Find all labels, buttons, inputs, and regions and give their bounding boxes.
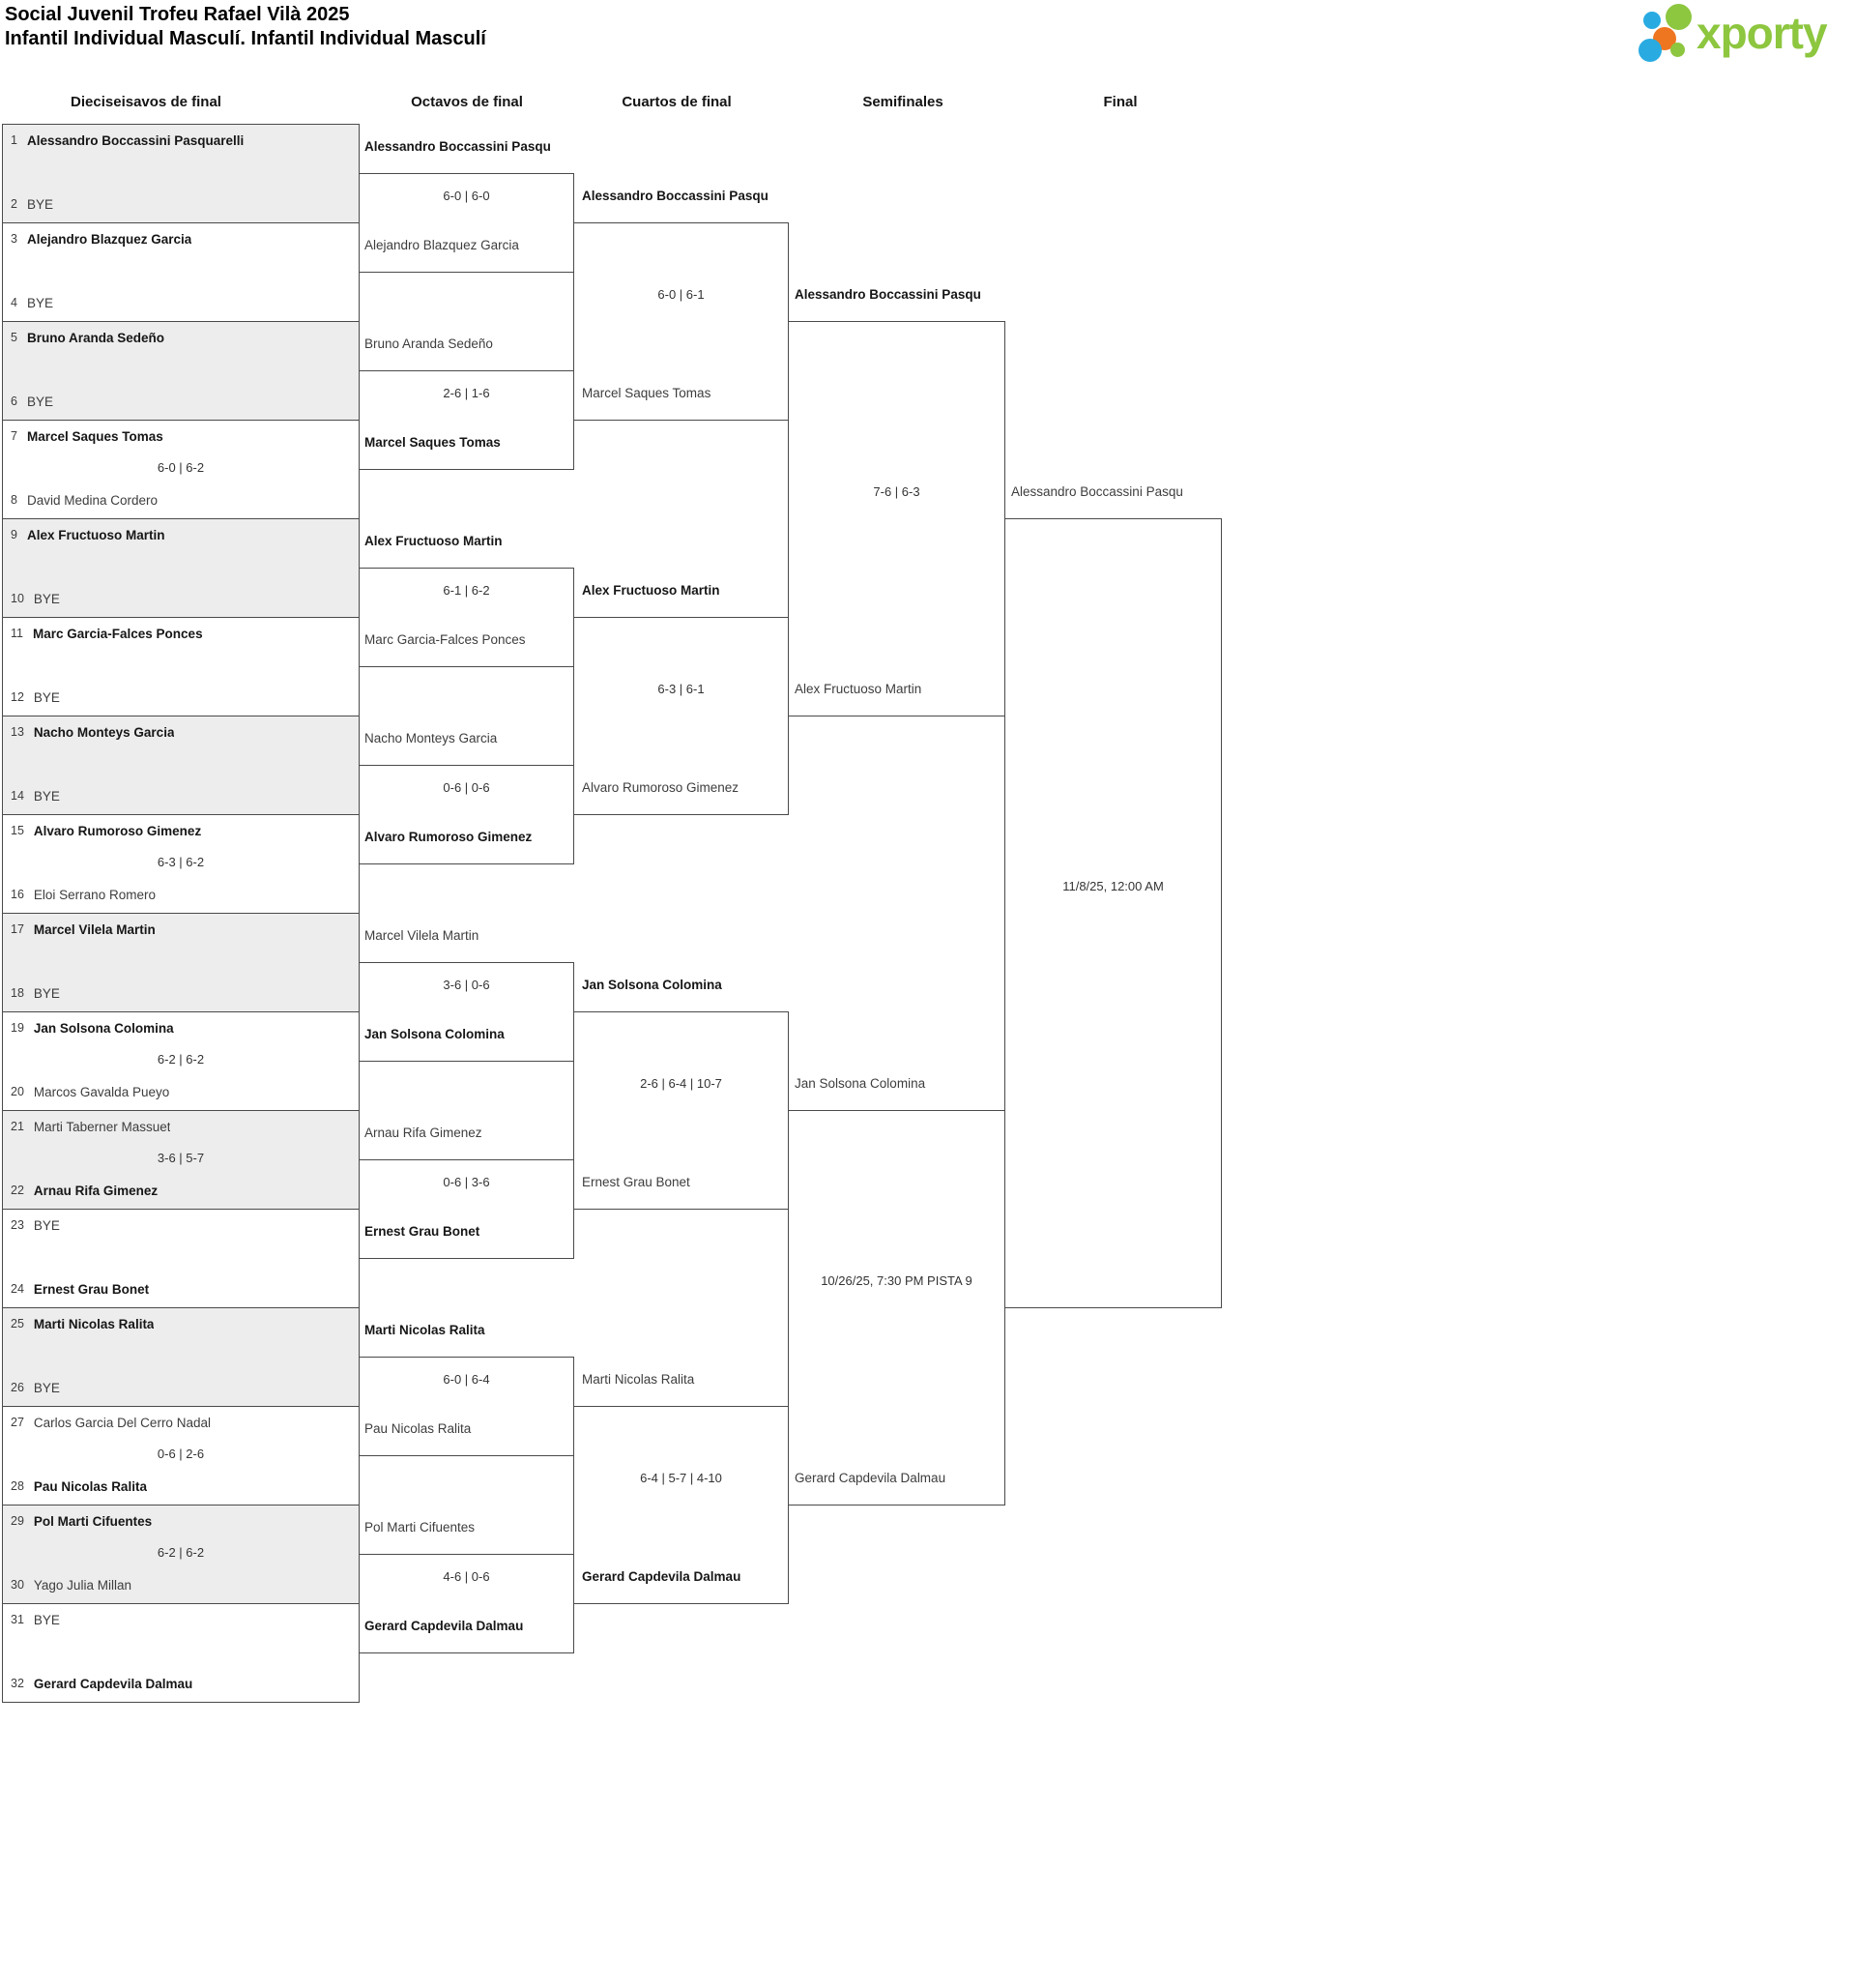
round-header-semifinales: Semifinales	[862, 94, 943, 110]
r32-match-3	[2, 321, 360, 421]
player-name: Bruno Aranda Sedeño	[26, 330, 164, 345]
r32-match-2	[2, 222, 360, 322]
player-number: 25	[11, 1317, 24, 1330]
player-slot	[11, 192, 353, 216]
player-number: 15	[11, 824, 24, 837]
player-name-top: Alex Fructuoso Martin	[582, 583, 720, 598]
player-name: Marti Taberner Massuet	[33, 1119, 171, 1134]
player-name-bottom: Marc Garcia-Falces Ponces	[364, 632, 526, 647]
logo-dot-green-small-icon	[1670, 43, 1685, 57]
player-number: 21	[11, 1120, 24, 1133]
round-header-final: Final	[1103, 94, 1138, 110]
player-slot	[11, 326, 353, 349]
match-score: 0-6 | 2-6	[157, 1447, 205, 1461]
player-name: Marcos Gavalda Pueyo	[33, 1084, 170, 1099]
r32-match-10	[2, 1011, 360, 1111]
player-name: BYE	[33, 1380, 60, 1395]
player-number: 11	[11, 627, 23, 640]
player-name-bottom: Marcel Saques Tomas	[364, 435, 501, 450]
player-number: 9	[11, 528, 17, 541]
tournament-title: Social Juvenil Trofeu Rafael Vilà 2025	[5, 4, 350, 25]
player-name: David Medina Cordero	[26, 492, 159, 508]
logo-dot-blue-large-icon	[1638, 39, 1662, 62]
player-number: 31	[11, 1613, 24, 1626]
player-name: Marc Garcia-Falces Ponces	[32, 626, 203, 641]
r32-match-8	[2, 814, 360, 914]
player-name-top: Alessandro Boccassini Pasqu	[364, 139, 551, 154]
player-number: 1	[11, 133, 17, 147]
round-header-octavos: Octavos de final	[411, 94, 523, 110]
r32-match-13	[2, 1307, 360, 1407]
player-slot	[11, 587, 353, 610]
match-score: 6-2 | 6-2	[157, 1545, 205, 1560]
player-name: BYE	[33, 689, 60, 705]
player-name: Jan Solsona Colomina	[33, 1020, 174, 1036]
player-name: BYE	[33, 591, 60, 606]
player-slot	[11, 1376, 353, 1399]
player-slot	[11, 1277, 353, 1301]
logo-text: xporty	[1696, 8, 1827, 58]
player-name: Marcel Saques Tomas	[26, 428, 163, 444]
player-number: 17	[11, 922, 24, 936]
player-number: 27	[11, 1416, 24, 1429]
player-number: 14	[11, 789, 24, 803]
player-number: 10	[11, 592, 24, 605]
player-slot	[11, 488, 353, 512]
player-slot	[11, 686, 353, 709]
player-name-bottom: Alvaro Rumoroso Gimenez	[364, 830, 533, 844]
player-name-top: Alessandro Boccassini Pasqu	[582, 189, 768, 203]
player-slot	[11, 227, 353, 250]
player-number: 19	[11, 1021, 24, 1035]
player-name-bottom: Alvaro Rumoroso Gimenez	[582, 780, 740, 795]
r32-match-9	[2, 913, 360, 1012]
match-score: 2-6 | 1-6	[443, 386, 490, 400]
match-score: 2-6 | 6-4 | 10-7	[640, 1076, 722, 1091]
player-slot	[11, 1411, 353, 1434]
player-name-bottom: Gerard Capdevila Dalmau	[582, 1569, 741, 1584]
player-name: BYE	[33, 1612, 60, 1627]
player-name: Alvaro Rumoroso Gimenez	[33, 823, 202, 838]
player-name-bottom: Alex Fructuoso Martin	[795, 682, 922, 696]
player-slot	[11, 981, 353, 1005]
match-score: 6-0 | 6-0	[443, 189, 490, 203]
player-number: 26	[11, 1381, 24, 1394]
player-slot	[11, 1573, 353, 1596]
player-name: Marti Nicolas Ralita	[33, 1316, 155, 1331]
player-slot	[11, 1115, 353, 1138]
round-header-cuartos: Cuartos de final	[622, 94, 732, 110]
r32-match-1	[2, 124, 360, 223]
r32-match-5	[2, 518, 360, 618]
match-score: 6-0 | 6-1	[657, 287, 705, 302]
player-slot	[11, 1016, 353, 1039]
f-match-1	[1004, 518, 1222, 1308]
player-name-bottom: Gerard Capdevila Dalmau	[364, 1619, 524, 1633]
player-slot	[11, 129, 353, 152]
player-slot	[11, 819, 353, 842]
player-name-top: Alessandro Boccassini Pasqu	[1011, 484, 1183, 499]
player-name-bottom: Jan Solsona Colomina	[364, 1027, 505, 1041]
match-score: 4-6 | 0-6	[443, 1569, 490, 1584]
player-name-top: Marti Nicolas Ralita	[364, 1323, 485, 1337]
player-name: Nacho Monteys Garcia	[33, 724, 175, 740]
player-name-top: Marti Nicolas Ralita	[582, 1372, 695, 1387]
player-name-top: Bruno Aranda Sedeño	[364, 336, 493, 351]
player-slot	[11, 1672, 353, 1695]
player-slot	[11, 720, 353, 744]
player-name: Alex Fructuoso Martin	[26, 527, 165, 542]
match-score: 6-0 | 6-4	[443, 1372, 490, 1387]
player-slot	[11, 883, 353, 906]
player-name: Eloi Serrano Romero	[33, 887, 156, 902]
player-name: Ernest Grau Bonet	[33, 1281, 150, 1297]
player-number: 24	[11, 1282, 24, 1296]
player-number: 28	[11, 1479, 24, 1493]
player-number: 23	[11, 1218, 24, 1232]
player-slot	[11, 1080, 353, 1103]
player-name: BYE	[33, 1217, 60, 1233]
player-name-top: Arnau Rifa Gimenez	[364, 1126, 482, 1140]
player-slot	[11, 1509, 353, 1533]
player-number: 16	[11, 888, 24, 901]
player-name-bottom	[1011, 1272, 1220, 1291]
match-score: 7-6 | 6-3	[873, 484, 920, 499]
player-name-bottom: Gerard Capdevila Dalmau	[795, 1471, 946, 1485]
match-score: 0-6 | 3-6	[443, 1175, 490, 1189]
player-number: 2	[11, 197, 17, 211]
sf-match-1	[788, 321, 1005, 716]
player-slot	[11, 291, 353, 314]
player-name: Pau Nicolas Ralita	[33, 1478, 147, 1494]
r32-match-14	[2, 1406, 360, 1506]
r32-match-6	[2, 617, 360, 716]
player-slot	[11, 622, 353, 645]
player-name: BYE	[33, 985, 60, 1001]
match-score: 6-2 | 6-2	[157, 1052, 205, 1067]
player-number: 4	[11, 296, 17, 309]
round-header-dieciseisavos: Dieciseisavos de final	[71, 94, 221, 110]
player-name-bottom: Pau Nicolas Ralita	[364, 1421, 472, 1436]
r32-match-11	[2, 1110, 360, 1210]
player-name: BYE	[26, 196, 53, 212]
player-slot	[11, 424, 353, 448]
match-score: 6-0 | 6-2	[157, 460, 205, 475]
header	[5, 3, 486, 51]
match-score: 6-4 | 5-7 | 4-10	[640, 1471, 722, 1485]
player-name-top: Pol Marti Cifuentes	[364, 1520, 476, 1535]
player-name: Carlos Garcia Del Cerro Nadal	[33, 1415, 211, 1430]
r32-match-12	[2, 1209, 360, 1308]
logo-dot-green-large-icon	[1666, 4, 1692, 30]
player-number: 8	[11, 493, 17, 507]
logo-dot-blue-small-icon	[1643, 12, 1661, 29]
player-name: BYE	[33, 788, 60, 804]
player-number: 6	[11, 395, 17, 408]
sf-match-2	[788, 1110, 1005, 1506]
r32-match-7	[2, 716, 360, 815]
player-slot	[11, 390, 353, 413]
player-number: 13	[11, 725, 24, 739]
player-slot	[11, 1213, 353, 1237]
player-name-top: Nacho Monteys Garcia	[364, 731, 498, 746]
match-score: 3-6 | 0-6	[443, 978, 490, 992]
player-number: 7	[11, 429, 17, 443]
player-slot	[11, 1475, 353, 1498]
player-name: BYE	[26, 295, 53, 310]
match-schedule: 10/26/25, 7:30 PM PISTA 9	[821, 1273, 972, 1288]
player-slot	[11, 1312, 353, 1335]
match-score: 6-1 | 6-2	[443, 583, 490, 598]
player-name-top: Alessandro Boccassini Pasqu	[795, 287, 981, 302]
r32-match-15	[2, 1505, 360, 1604]
player-name: Marcel Vilela Martin	[33, 921, 156, 937]
player-number: 3	[11, 232, 17, 246]
player-slot	[11, 523, 353, 546]
player-number: 5	[11, 331, 17, 344]
player-name-top: Jan Solsona Colomina	[795, 1076, 926, 1091]
player-number: 12	[11, 690, 24, 704]
player-number: 18	[11, 986, 24, 1000]
player-name: Alessandro Boccassini Pasquarelli	[26, 132, 245, 148]
player-name: Gerard Capdevila Dalmau	[33, 1676, 193, 1691]
player-slot	[11, 1179, 353, 1202]
player-name: Pol Marti Cifuentes	[33, 1513, 153, 1529]
match-schedule: 11/8/25, 12:00 AM	[1062, 879, 1164, 893]
match-score: 6-3 | 6-1	[657, 682, 705, 696]
player-name: Arnau Rifa Gimenez	[33, 1183, 159, 1198]
player-number: 22	[11, 1184, 24, 1197]
player-name-top: Jan Solsona Colomina	[582, 978, 722, 992]
player-name: BYE	[26, 394, 53, 409]
player-name-bottom: Marcel Saques Tomas	[582, 386, 711, 400]
player-name-bottom: Alejandro Blazquez Garcia	[364, 238, 519, 252]
match-score: 6-3 | 6-2	[157, 855, 205, 869]
player-name-top: Marcel Vilela Martin	[364, 928, 479, 943]
match-score: 3-6 | 5-7	[157, 1151, 205, 1165]
player-name: Alejandro Blazquez Garcia	[26, 231, 192, 247]
tournament-subtitle: Infantil Individual Masculí. Infantil Individual Masculí	[5, 28, 486, 49]
match-score: 0-6 | 0-6	[443, 780, 490, 795]
player-slot	[11, 1608, 353, 1631]
player-slot	[11, 918, 353, 941]
player-name: Yago Julia Millan	[33, 1577, 131, 1593]
player-number: 20	[11, 1085, 24, 1098]
r32-match-16	[2, 1603, 360, 1703]
player-number: 29	[11, 1514, 24, 1528]
player-number: 32	[11, 1677, 24, 1690]
xporty-logo[interactable]	[1634, 2, 1856, 64]
r32-match-4	[2, 420, 360, 519]
player-name-bottom: Ernest Grau Bonet	[582, 1175, 690, 1189]
player-slot	[11, 784, 353, 807]
player-name-bottom: Ernest Grau Bonet	[364, 1224, 480, 1239]
player-number: 30	[11, 1578, 24, 1592]
player-name-top: Alex Fructuoso Martin	[364, 534, 503, 548]
